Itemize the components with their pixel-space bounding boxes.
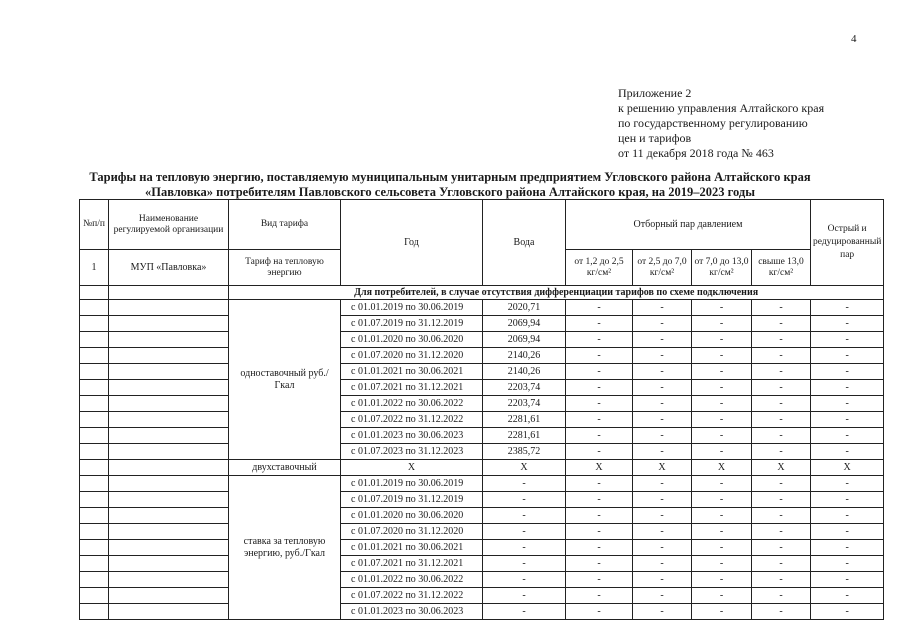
cell-period: с 01.01.2021 по 30.06.2021 bbox=[341, 364, 483, 380]
table-row bbox=[80, 492, 884, 508]
cell-sharp: - bbox=[811, 300, 884, 316]
header-steam: Отборный пар давлением bbox=[566, 200, 811, 250]
cell-empty bbox=[80, 508, 109, 524]
cell-empty bbox=[109, 316, 229, 332]
cell-p2: - bbox=[633, 444, 692, 460]
cell-p3: - bbox=[692, 444, 752, 460]
table-row bbox=[80, 364, 884, 380]
cell-empty bbox=[80, 316, 109, 332]
cell-p4: - bbox=[752, 444, 811, 460]
cell-empty bbox=[109, 492, 229, 508]
cell-empty bbox=[109, 588, 229, 604]
cell-p1: X bbox=[566, 460, 633, 476]
cell-water: X bbox=[483, 460, 566, 476]
cell-p1: - bbox=[566, 508, 633, 524]
cell-empty bbox=[80, 476, 109, 492]
cell-p4: X bbox=[752, 460, 811, 476]
header-org: Наименование регулируемой организации bbox=[109, 200, 229, 250]
cell-p3: X bbox=[692, 460, 752, 476]
cell-period: с 01.01.2020 по 30.06.2020 bbox=[341, 508, 483, 524]
cell-p3: - bbox=[692, 524, 752, 540]
cell-p1: - bbox=[566, 428, 633, 444]
cell-empty bbox=[109, 380, 229, 396]
cell-p3: - bbox=[692, 492, 752, 508]
cell-p4: - bbox=[752, 508, 811, 524]
cell-p1: - bbox=[566, 492, 633, 508]
cell-sharp: - bbox=[811, 444, 884, 460]
cell-p4: - bbox=[752, 300, 811, 316]
cell-p2: - bbox=[633, 396, 692, 412]
cell-sharp: - bbox=[811, 476, 884, 492]
cell-empty bbox=[109, 460, 229, 476]
cell-sharp: - bbox=[811, 540, 884, 556]
cell-sharp: - bbox=[811, 412, 884, 428]
cell-period: с 01.07.2020 по 31.12.2020 bbox=[341, 348, 483, 364]
cell-p1: - bbox=[566, 316, 633, 332]
cell-empty bbox=[80, 348, 109, 364]
cell-p4: - bbox=[752, 604, 811, 620]
cell-p4: - bbox=[752, 556, 811, 572]
cell-period: X bbox=[341, 460, 483, 476]
cell-sharp: - bbox=[811, 588, 884, 604]
cell-water: - bbox=[483, 492, 566, 508]
cell-p3: - bbox=[692, 300, 752, 316]
cell-water: - bbox=[483, 540, 566, 556]
cell-p4: - bbox=[752, 588, 811, 604]
cell-empty bbox=[109, 524, 229, 540]
cell-p1: - bbox=[566, 364, 633, 380]
appendix-line: по государственному регулированию bbox=[618, 116, 808, 130]
cell-p1: - bbox=[566, 444, 633, 460]
cell-p2: - bbox=[633, 556, 692, 572]
cell-water: - bbox=[483, 476, 566, 492]
cell-p1: - bbox=[566, 604, 633, 620]
cell-p4: - bbox=[752, 492, 811, 508]
cell-water: - bbox=[483, 572, 566, 588]
cell-period: с 01.07.2019 по 31.12.2019 bbox=[341, 316, 483, 332]
table-row bbox=[80, 380, 884, 396]
table-row bbox=[80, 540, 884, 556]
cell-empty bbox=[109, 396, 229, 412]
cell-sharp: - bbox=[811, 524, 884, 540]
cell-p4: - bbox=[752, 380, 811, 396]
cell-empty bbox=[80, 412, 109, 428]
cell-period: с 01.01.2020 по 30.06.2020 bbox=[341, 332, 483, 348]
cell-period: с 01.07.2022 по 31.12.2022 bbox=[341, 412, 483, 428]
cell-p3: - bbox=[692, 588, 752, 604]
header-p1: от 1,2 до 2,5 кг/см² bbox=[566, 250, 633, 286]
cell-water: - bbox=[483, 604, 566, 620]
header-num: №п/п bbox=[80, 200, 109, 250]
table-row bbox=[80, 604, 884, 620]
cell-empty bbox=[109, 540, 229, 556]
table-row bbox=[80, 348, 884, 364]
cell-p3: - bbox=[692, 540, 752, 556]
cell-p3: - bbox=[692, 476, 752, 492]
table-row bbox=[80, 300, 884, 316]
cell-p2: - bbox=[633, 540, 692, 556]
cell-p2: - bbox=[633, 316, 692, 332]
table-row bbox=[80, 460, 884, 476]
cell-period: с 01.07.2021 по 31.12.2021 bbox=[341, 380, 483, 396]
cell-empty bbox=[80, 300, 109, 316]
cell-p4: - bbox=[752, 396, 811, 412]
cell-p3: - bbox=[692, 508, 752, 524]
cell-p2: - bbox=[633, 508, 692, 524]
tariff-table bbox=[79, 199, 884, 620]
cell-empty bbox=[109, 476, 229, 492]
cell-sharp: - bbox=[811, 316, 884, 332]
cell-p3: - bbox=[692, 604, 752, 620]
cell-empty bbox=[109, 412, 229, 428]
cell-water: 2140,26 bbox=[483, 348, 566, 364]
org-num: 1 bbox=[80, 250, 109, 286]
header-year: Год bbox=[341, 200, 483, 286]
header-water: Вода bbox=[483, 200, 566, 286]
appendix-block bbox=[618, 86, 824, 161]
cell-empty bbox=[80, 396, 109, 412]
org-tariff: Тариф на тепловую энергию bbox=[229, 250, 341, 286]
sub-empty bbox=[80, 286, 109, 300]
cell-water: 2203,74 bbox=[483, 380, 566, 396]
cell-water: 2203,74 bbox=[483, 396, 566, 412]
cell-p4: - bbox=[752, 540, 811, 556]
table-row bbox=[80, 572, 884, 588]
cell-period: с 01.01.2022 по 30.06.2022 bbox=[341, 572, 483, 588]
cell-empty bbox=[80, 524, 109, 540]
cell-p2: - bbox=[633, 476, 692, 492]
sub-empty bbox=[109, 286, 229, 300]
subheader: Для потребителей, в случае отсутствия дифференциации тарифов по схеме подключения bbox=[229, 286, 884, 300]
cell-sharp: - bbox=[811, 332, 884, 348]
table-row bbox=[80, 508, 884, 524]
cell-p1: - bbox=[566, 540, 633, 556]
cell-sharp: - bbox=[811, 364, 884, 380]
cell-p4: - bbox=[752, 316, 811, 332]
cell-empty bbox=[80, 460, 109, 476]
cell-sharp: - bbox=[811, 604, 884, 620]
cell-p1: - bbox=[566, 572, 633, 588]
cell-water: - bbox=[483, 508, 566, 524]
cell-empty bbox=[80, 588, 109, 604]
cell-p2: - bbox=[633, 332, 692, 348]
cell-empty bbox=[109, 444, 229, 460]
cell-p1: - bbox=[566, 396, 633, 412]
cell-p1: - bbox=[566, 300, 633, 316]
cell-p2: - bbox=[633, 428, 692, 444]
cell-period: с 01.07.2021 по 31.12.2021 bbox=[341, 556, 483, 572]
two-rate-label: двухставочный bbox=[229, 460, 341, 476]
table-row bbox=[80, 412, 884, 428]
header-p2: от 2,5 до 7,0 кг/см² bbox=[633, 250, 692, 286]
cell-p4: - bbox=[752, 332, 811, 348]
table-row bbox=[80, 396, 884, 412]
cell-period: с 01.07.2023 по 31.12.2023 bbox=[341, 444, 483, 460]
cell-water: 2281,61 bbox=[483, 412, 566, 428]
table-row bbox=[80, 444, 884, 460]
cell-period: с 01.01.2022 по 30.06.2022 bbox=[341, 396, 483, 412]
org-name: МУП «Павловка» bbox=[109, 250, 229, 286]
table-row bbox=[80, 428, 884, 444]
cell-sharp: - bbox=[811, 380, 884, 396]
cell-p4: - bbox=[752, 412, 811, 428]
cell-p2: - bbox=[633, 380, 692, 396]
cell-empty bbox=[80, 428, 109, 444]
cell-p4: - bbox=[752, 572, 811, 588]
cell-period: с 01.07.2019 по 31.12.2019 bbox=[341, 492, 483, 508]
table-row bbox=[80, 316, 884, 332]
header-tariff-type: Вид тарифа bbox=[229, 200, 341, 250]
cell-sharp: - bbox=[811, 396, 884, 412]
cell-p4: - bbox=[752, 428, 811, 444]
cell-p1: - bbox=[566, 556, 633, 572]
cell-empty bbox=[80, 604, 109, 620]
cell-empty bbox=[80, 380, 109, 396]
single-rate-label: одноставочный руб./Гкал bbox=[229, 300, 341, 460]
cell-empty bbox=[80, 572, 109, 588]
appendix-line: Приложение 2 bbox=[618, 86, 692, 100]
cell-p4: - bbox=[752, 524, 811, 540]
cell-empty bbox=[80, 556, 109, 572]
cell-empty bbox=[109, 300, 229, 316]
cell-p2: - bbox=[633, 588, 692, 604]
document-title bbox=[60, 170, 840, 200]
cell-period: с 01.07.2022 по 31.12.2022 bbox=[341, 588, 483, 604]
appendix-line: цен и тарифов bbox=[618, 131, 692, 145]
cell-p3: - bbox=[692, 380, 752, 396]
table-row bbox=[80, 588, 884, 604]
cell-p4: - bbox=[752, 476, 811, 492]
header-p4: свыше 13,0 кг/см² bbox=[752, 250, 811, 286]
table-row bbox=[80, 476, 884, 492]
cell-p1: - bbox=[566, 524, 633, 540]
cell-sharp: - bbox=[811, 492, 884, 508]
cell-empty bbox=[109, 556, 229, 572]
cell-p3: - bbox=[692, 412, 752, 428]
cell-water: 2140,26 bbox=[483, 364, 566, 380]
cell-p1: - bbox=[566, 380, 633, 396]
cell-water: 2069,94 bbox=[483, 316, 566, 332]
cell-period: с 01.01.2019 по 30.06.2019 bbox=[341, 300, 483, 316]
cell-water: - bbox=[483, 588, 566, 604]
cell-p2: - bbox=[633, 524, 692, 540]
cell-sharp: - bbox=[811, 508, 884, 524]
cell-p4: - bbox=[752, 364, 811, 380]
cell-p2: - bbox=[633, 348, 692, 364]
cell-empty bbox=[109, 428, 229, 444]
header-sharp-steam: Острый и редуцированный пар bbox=[811, 200, 884, 286]
cell-p2: - bbox=[633, 604, 692, 620]
cell-period: с 01.01.2019 по 30.06.2019 bbox=[341, 476, 483, 492]
header-p3: от 7,0 до 13,0 кг/см² bbox=[692, 250, 752, 286]
table-row bbox=[80, 332, 884, 348]
cell-empty bbox=[109, 332, 229, 348]
cell-p3: - bbox=[692, 332, 752, 348]
cell-empty bbox=[80, 492, 109, 508]
cell-p2: X bbox=[633, 460, 692, 476]
title-line: «Павловка» потребителям Павловского сельсовета Угловского района Алтайского края, на 2019–2023 годы bbox=[144, 185, 756, 199]
cell-p3: - bbox=[692, 572, 752, 588]
cell-water: 2020,71 bbox=[483, 300, 566, 316]
cell-sharp: - bbox=[811, 428, 884, 444]
cell-empty bbox=[80, 364, 109, 380]
cell-water: 2385,72 bbox=[483, 444, 566, 460]
cell-empty bbox=[80, 332, 109, 348]
cell-p3: - bbox=[692, 428, 752, 444]
cell-water: 2069,94 bbox=[483, 332, 566, 348]
cell-period: с 01.01.2023 по 30.06.2023 bbox=[341, 428, 483, 444]
cell-empty bbox=[109, 348, 229, 364]
cell-empty bbox=[109, 604, 229, 620]
cell-p4: - bbox=[752, 348, 811, 364]
cell-water: - bbox=[483, 556, 566, 572]
cell-p1: - bbox=[566, 348, 633, 364]
title-line: Тарифы на тепловую энергию, поставляемую муниципальным унитарным предприятием Угловского района Алтайского края bbox=[89, 170, 811, 184]
cell-p2: - bbox=[633, 572, 692, 588]
cell-empty bbox=[109, 508, 229, 524]
cell-sharp: X bbox=[811, 460, 884, 476]
cell-period: с 01.07.2020 по 31.12.2020 bbox=[341, 524, 483, 540]
cell-empty bbox=[80, 540, 109, 556]
cell-p1: - bbox=[566, 588, 633, 604]
cell-p3: - bbox=[692, 364, 752, 380]
cell-sharp: - bbox=[811, 348, 884, 364]
cell-empty bbox=[109, 572, 229, 588]
cell-p2: - bbox=[633, 412, 692, 428]
cell-empty bbox=[109, 364, 229, 380]
cell-period: с 01.01.2023 по 30.06.2023 bbox=[341, 604, 483, 620]
table-row bbox=[80, 524, 884, 540]
cell-sharp: - bbox=[811, 556, 884, 572]
cell-p1: - bbox=[566, 476, 633, 492]
cell-p1: - bbox=[566, 412, 633, 428]
cell-p3: - bbox=[692, 396, 752, 412]
cell-p1: - bbox=[566, 332, 633, 348]
appendix-line: к решению управления Алтайского края bbox=[618, 101, 825, 115]
cell-water: 2281,61 bbox=[483, 428, 566, 444]
page-number: 4 bbox=[851, 33, 857, 45]
table-row bbox=[80, 556, 884, 572]
cell-period: с 01.01.2021 по 30.06.2021 bbox=[341, 540, 483, 556]
cell-water: - bbox=[483, 524, 566, 540]
cell-p3: - bbox=[692, 316, 752, 332]
cell-empty bbox=[80, 444, 109, 460]
appendix-line: от 11 декабря 2018 года № 463 bbox=[618, 146, 774, 160]
cell-sharp: - bbox=[811, 572, 884, 588]
cell-p2: - bbox=[633, 492, 692, 508]
cell-p3: - bbox=[692, 348, 752, 364]
cell-p2: - bbox=[633, 300, 692, 316]
cell-p2: - bbox=[633, 364, 692, 380]
cell-p3: - bbox=[692, 556, 752, 572]
energy-rate-label: ставка за тепловую энергию, руб./Гкал bbox=[229, 476, 341, 620]
